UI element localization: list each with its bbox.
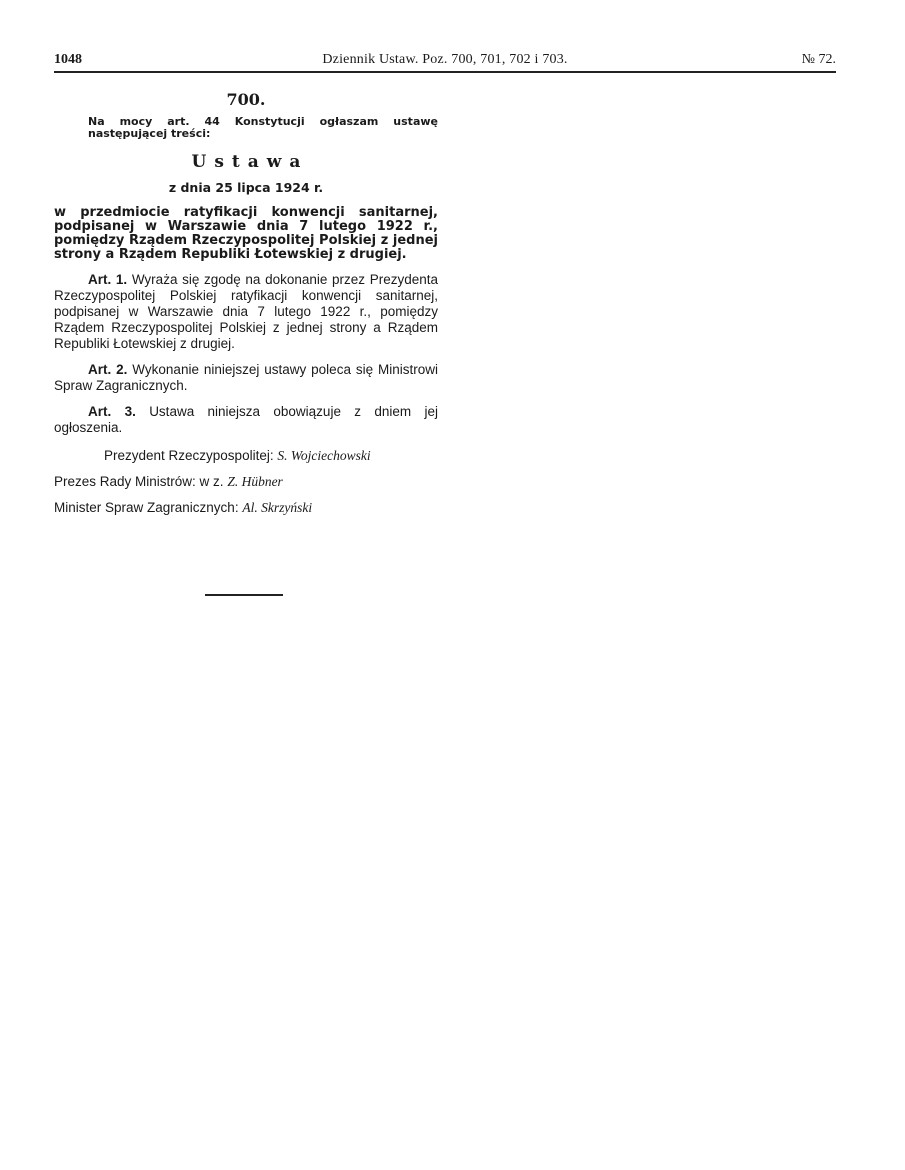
issue-number: № 72.	[801, 52, 836, 67]
article-text: Wyraża się zgodę na dokonanie przez Prezydenta Rzeczypospolitej Polskiej ratyfikacji konwencji sanitarnej, podpisanej w Warszawie dnia 7 lutego 1922 r., pomiędzy Rządem Rzeczypospolitej Polskiej z jednej strony a Rządem Republiki Łotewskiej z drugiej.	[54, 272, 438, 351]
document-column	[54, 86, 438, 516]
article-text: Wykonanie niniejszej ustawy poleca się Ministrowi Spraw Zagranicznych.	[54, 362, 438, 393]
promulgation-intro: Na mocy art. 44 Konstytucji ogłaszam ustawę następującej treści:	[88, 115, 438, 140]
end-divider	[205, 594, 283, 596]
act-date: z dnia 25 lipca 1924 r.	[168, 180, 324, 195]
article-2	[54, 362, 438, 394]
page-number: 1048	[54, 52, 82, 67]
article-text: Ustawa niniejsza obowiązuje z dniem jej ogłoszenia.	[54, 404, 438, 435]
signature-role: Prezes Rady Ministrów: w z.	[54, 474, 224, 489]
journal-title: Dziennik Ustaw. Poz. 700, 701, 702 i 703.	[322, 52, 568, 67]
premier-signature	[54, 474, 438, 490]
president-signature	[54, 448, 438, 464]
article-label: Art. 3.	[88, 404, 136, 419]
article-3	[54, 404, 438, 436]
act-title: Ustawa	[191, 152, 309, 172]
signature-name: Al. Skrzyński	[242, 500, 313, 515]
signature-role: Minister Spraw Zagranicznych:	[54, 500, 239, 515]
signature-name: Z. Hübner	[227, 474, 283, 489]
signature-role: Prezydent Rzeczypospolitej:	[104, 448, 274, 463]
article-1	[54, 272, 438, 352]
article-label: Art. 1.	[88, 272, 128, 287]
header-divider	[54, 71, 836, 73]
position-number: 700.	[226, 90, 266, 109]
minister-signature	[54, 500, 438, 516]
signature-name: S. Wojciechowski	[277, 448, 371, 463]
act-subject: w przedmiocie ratyfikacji konwencji sanitarnej, podpisanej w Warszawie dnia 7 lutego 1922 r., pomiędzy Rządem Rzeczypospolitej Polskiej z jednej strony a Rządem Republiki Łotewskiej z drugiej.	[54, 205, 438, 262]
page-header	[54, 52, 836, 72]
article-label: Art. 2.	[88, 362, 128, 377]
